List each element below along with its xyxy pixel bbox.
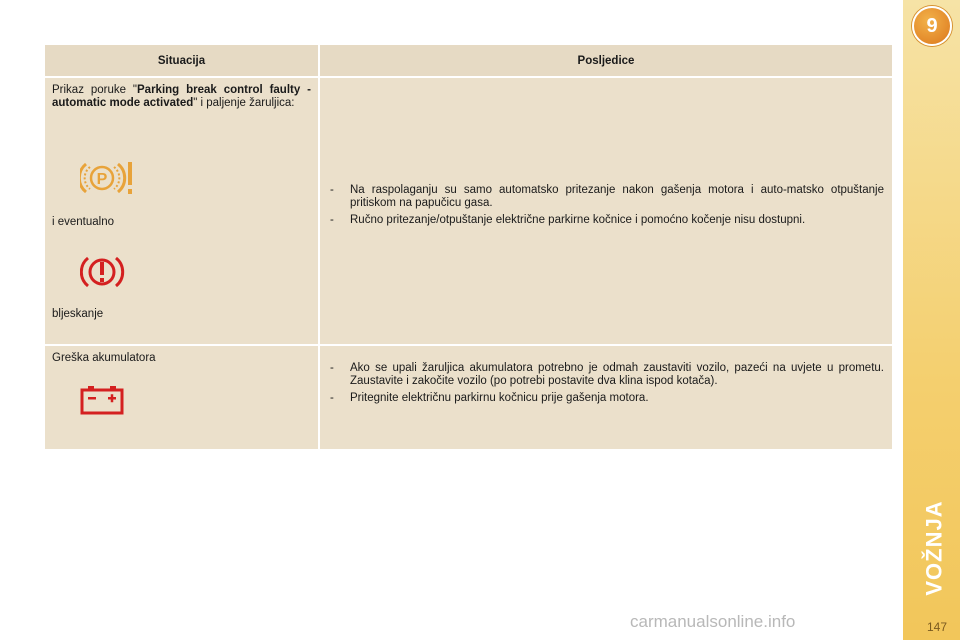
- header-situation: Situacija: [45, 45, 319, 77]
- table-row: [45, 345, 892, 449]
- eventually-text: i eventualno: [52, 216, 115, 229]
- warnings-table: [45, 45, 892, 449]
- battery-fault-text: Greška akumulatora: [52, 352, 156, 364]
- list-item: - Na raspolaganju su samo automatsko pritezanje nakon gašenja motora i auto-matsko otpuštanje pritiskom na papučicu gasa.: [330, 184, 884, 210]
- consequences-list: [328, 184, 884, 228]
- consequences-cell: [319, 345, 892, 449]
- list-item: - Ručno pritezanje/otpuštanje električne parkirne kočnice i pomoćno kočenje nisu dostupni.: [330, 214, 806, 227]
- header-consequences: Posljedice: [319, 45, 892, 77]
- chapter-title-text: VOŽNJA: [922, 500, 947, 596]
- situation-cell: [45, 77, 319, 345]
- list-item: - Pritegnite električnu parkirnu kočnicu prije gašenja motora.: [330, 392, 649, 405]
- watermark: carmanualsonline.info: [630, 612, 796, 631]
- brake-warning-icon: [80, 252, 140, 292]
- situation-text: Prikaz poruke "Parking break control faulty - automatic mode activated" i paljenje žaruljica:: [52, 84, 311, 110]
- warning-message: Parking break control faulty - automatic mode activated: [52, 84, 311, 110]
- chapter-number-badge: [912, 6, 952, 46]
- battery-icon: [80, 385, 140, 425]
- svg-text:P: P: [96, 171, 108, 189]
- list-item: - Ako se upali žaruljica akumulatora potrebno je odmah zaustaviti vozilo, pazeći na uvjete u prometu. Zaustavite i zakočite vozilo (po potrebi postavite dva klina ispod kotača).: [330, 362, 884, 388]
- flashing-text: bljeskanje: [52, 307, 104, 320]
- page-number: 147: [926, 620, 948, 634]
- chapter-number: 9: [926, 14, 938, 37]
- situation-cell: [45, 345, 319, 449]
- consequences-list: [328, 362, 884, 406]
- chapter-title: [915, 498, 955, 598]
- parking-brake-fault-icon: [80, 158, 140, 198]
- consequences-cell: [319, 77, 892, 345]
- table-row: [45, 77, 892, 345]
